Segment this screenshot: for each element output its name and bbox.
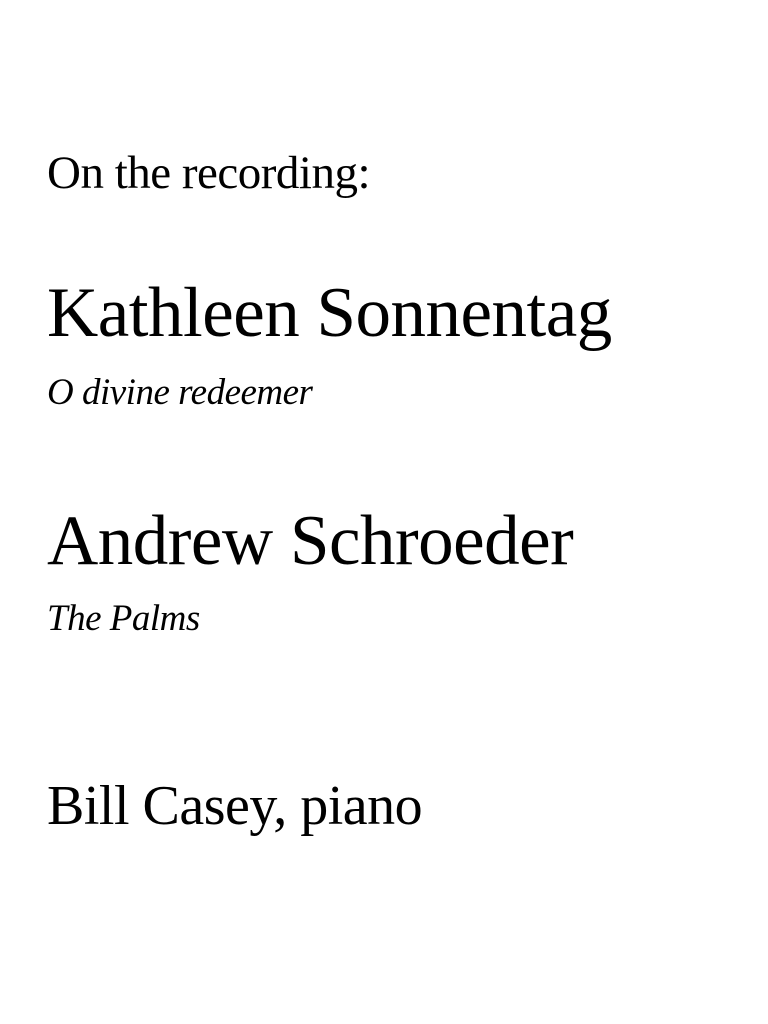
- piece-title-2: The Palms: [47, 598, 200, 639]
- accompanist-credit: Bill Casey, piano: [47, 775, 423, 837]
- artist-name-1: Kathleen Sonnentag: [47, 274, 612, 352]
- recording-heading: On the recording:: [47, 147, 371, 199]
- piece-title-1: O divine redeemer: [47, 372, 313, 413]
- artist-name-2: Andrew Schroeder: [47, 502, 574, 580]
